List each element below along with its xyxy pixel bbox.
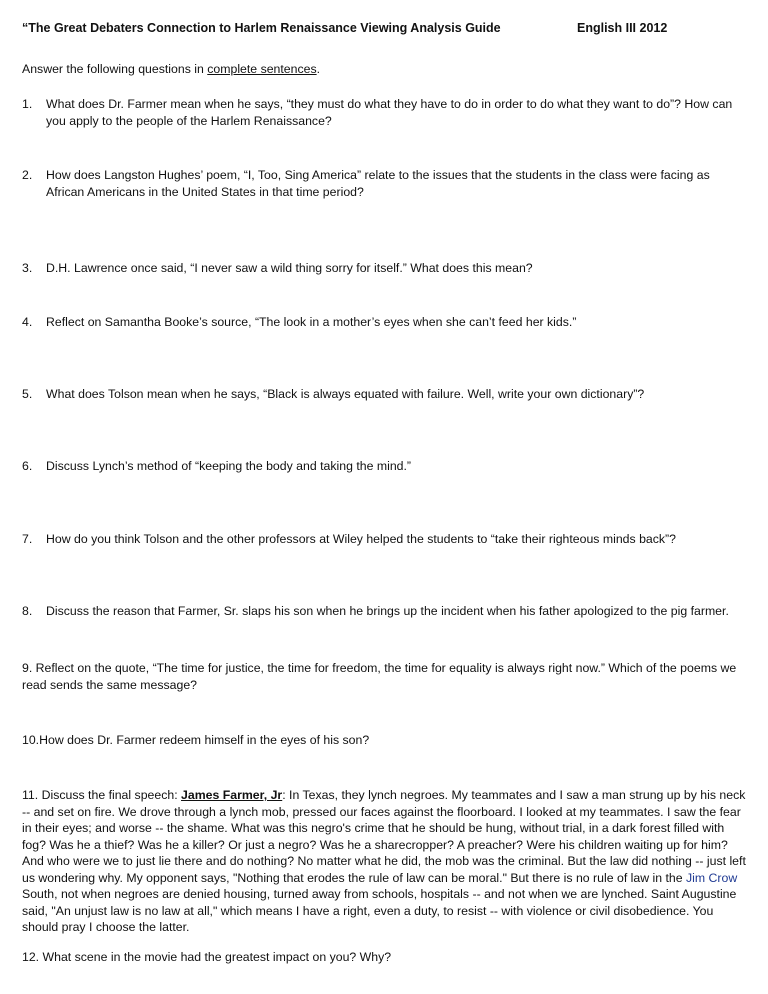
question-2: [22, 167, 750, 200]
question-text: Discuss Lynch’s method of “keeping the body and taking the mind.”: [46, 459, 412, 473]
question-9: [22, 660, 750, 693]
speaker-name: James Farmer, Jr: [181, 788, 283, 802]
question-text: Reflect on Samantha Booke’s source, “The look in a mother’s eyes when she can’t feed her kids.”: [46, 315, 577, 329]
question-7: [22, 531, 750, 548]
course-label: English III 2012: [577, 21, 668, 35]
question-12: [22, 949, 750, 966]
question-3: [22, 260, 750, 277]
question-text: 9. Reflect on the quote, “The time for justice, the time for freedom, the time for equality is always right now.” Which of the poems we read sends the same message?: [22, 661, 737, 692]
page-header: [22, 20, 752, 37]
question-text: Discuss the reason that Farmer, Sr. slaps his son when he brings up the incident when his father apologized to the pig farmer.: [46, 604, 729, 618]
speech-text-end: South, not when negroes are denied housing, turned away from schools, hospitals -- and not when we are lynched. Saint Augustine said, "An unjust law is no law at all," which means I have a right, even a duty, to resist -- with violence or civil disobedience. You should pray I choose the latter.: [22, 887, 737, 934]
question-11: [22, 787, 750, 936]
question-text: D.H. Lawrence once said, “I never saw a wild thing sorry for itself.” What does this mean?: [46, 261, 533, 275]
question-number: 2.: [22, 168, 33, 182]
question-text: 10.How does Dr. Farmer redeem himself in the eyes of his son?: [22, 733, 370, 747]
question-text: What does Tolson mean when he says, “Black is always equated with failure. Well, write your own dictionary”?: [46, 387, 645, 401]
question-6: [22, 458, 750, 475]
question-text: How do you think Tolson and the other professors at Wiley helped the students to “take their righteous minds back”?: [46, 532, 676, 546]
question-5: [22, 386, 750, 403]
question-1: [22, 96, 750, 129]
worksheet-page: [22, 0, 752, 994]
speech-text: : In Texas, they lynch negroes. My teammates and I saw a man strung up by his neck -- and set on fire. We drove through a lynch mob, pressed our faces against the floorboard. I looked at my teammates. I saw the fear in their eyes; and worse -- the shame. What was this negro's crime that he should be hung, without trial, in a dark forest filled with fog? Was he a thief? Was he a killer? Or just a negro? Was he a sharecropper? A preacher? Were his children waiting up for him? And who were we to just lie there and do nothing? No matter what he did, the mob was the criminal. But the law did nothing -- just left us wondering why. My opponent says, "Nothing that erodes the rule of law can be moral." But there is no rule of law in the: [22, 788, 746, 885]
question-4: [22, 314, 750, 331]
question-number: 1.: [22, 97, 33, 111]
question-number: 6.: [22, 459, 33, 473]
question-number: 8.: [22, 604, 33, 618]
question-text: How does Langston Hughes’ poem, “I, Too, Sing America” relate to the issues that the students in the class were facing as African Americans in the United States in that time period?: [46, 168, 710, 199]
question-number: 5.: [22, 387, 33, 401]
question-10: [22, 732, 750, 749]
question-number: 3.: [22, 261, 33, 275]
instructions: [22, 61, 320, 78]
question-text: What does Dr. Farmer mean when he says, “they must do what they have to do in order to do what they want to do”? How can you apply to the people of the Harlem Renaissance?: [46, 97, 733, 128]
question-prefix: 11. Discuss the final speech:: [22, 788, 182, 802]
page-title: “The Great Debaters Connection to Harlem Renaissance Viewing Analysis Guide: [22, 21, 501, 35]
instructions-emphasis: complete sentences: [207, 62, 317, 76]
instructions-text: Answer the following questions in: [22, 62, 208, 76]
question-text: 12. What scene in the movie had the greatest impact on you? Why?: [22, 950, 392, 964]
question-8: [22, 603, 750, 620]
instructions-end: .: [316, 62, 321, 76]
jim-crow-link[interactable]: Jim Crow: [686, 870, 738, 885]
question-text: [22, 787, 750, 936]
question-number: 4.: [22, 315, 33, 329]
question-number: 7.: [22, 532, 33, 546]
